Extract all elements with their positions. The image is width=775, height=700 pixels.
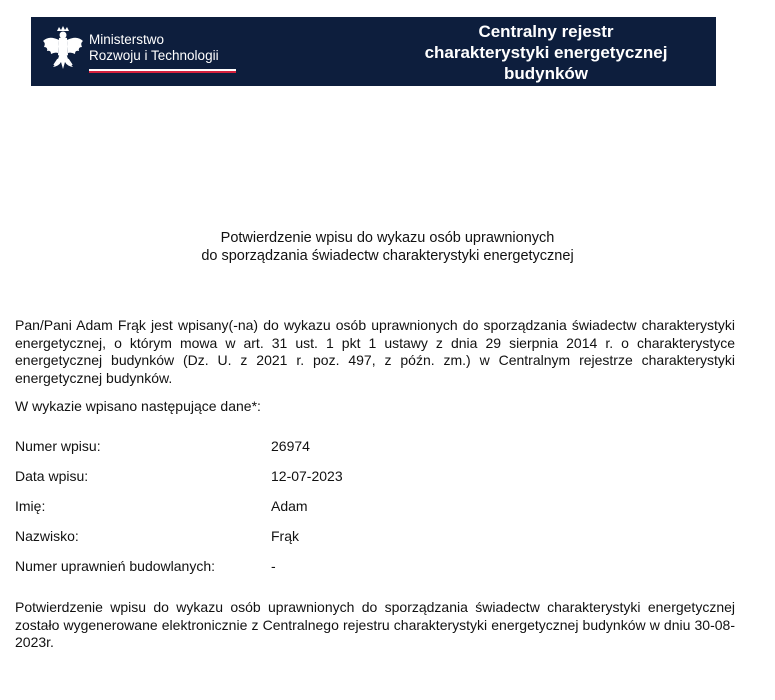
field-label: Numer uprawnień budowlanych: bbox=[15, 558, 215, 574]
white-eagle-icon bbox=[41, 25, 85, 77]
field-label: Nazwisko: bbox=[15, 528, 79, 544]
field-label: Numer wpisu: bbox=[15, 438, 101, 454]
field-value: - bbox=[271, 558, 276, 574]
registry-title-line-1: Centralny rejestr bbox=[478, 22, 614, 41]
field-value: Adam bbox=[271, 498, 308, 514]
ministry-line-1: Ministerstwo bbox=[89, 32, 165, 47]
data-intro: W wykazie wpisano następujące dane*: bbox=[15, 398, 261, 414]
document-title-line-2: do sporządzania świadectw charakterystyki energetycznej bbox=[201, 248, 574, 264]
generation-note: Potwierdzenie wpisu do wykazu osób uprawnionych do sporządzania świadectw charakterystyki energetycznej zostało wygenerowane elektronicznie z Centralnego rejestru charakterystyki energetycznej budynków w dniu 30-08-2023r. bbox=[15, 599, 735, 650]
field-value: Frąk bbox=[271, 528, 299, 544]
ministry-name bbox=[89, 32, 219, 64]
registry-title bbox=[381, 21, 711, 84]
document-title bbox=[0, 229, 775, 265]
registry-title-line-3: budynków bbox=[503, 64, 589, 83]
ministry-line-2: Rozwoju i Technologii bbox=[89, 48, 219, 63]
confirmation-paragraph: Pan/Pani Adam Frąk jest wpisany(-na) do wykazu osób uprawnionych do sporządzania świadectw charakterystyki energetycznej, o którym mowa w art. 31 ust. 1 pkt 1 ustawy z dnia 29 sierpnia 2014 r. o charakterystyce energetycznej budynków (Dz. U. z 2021 r. poz. 497, z późn. zm.) w Centralnym rejestrze charakterystyki energetycznej budynków. bbox=[15, 317, 735, 386]
field-value: 12-07-2023 bbox=[271, 468, 343, 484]
flag-stripe bbox=[89, 69, 236, 73]
field-label: Data wpisu: bbox=[15, 468, 89, 484]
field-label: Imię: bbox=[15, 498, 46, 514]
document-title-line-1: Potwierdzenie wpisu do wykazu osób uprawnionych bbox=[220, 230, 555, 246]
header-banner bbox=[31, 17, 716, 86]
registry-title-line-2: charakterystyki energetycznej bbox=[424, 43, 668, 62]
field-value: 26974 bbox=[271, 438, 310, 454]
